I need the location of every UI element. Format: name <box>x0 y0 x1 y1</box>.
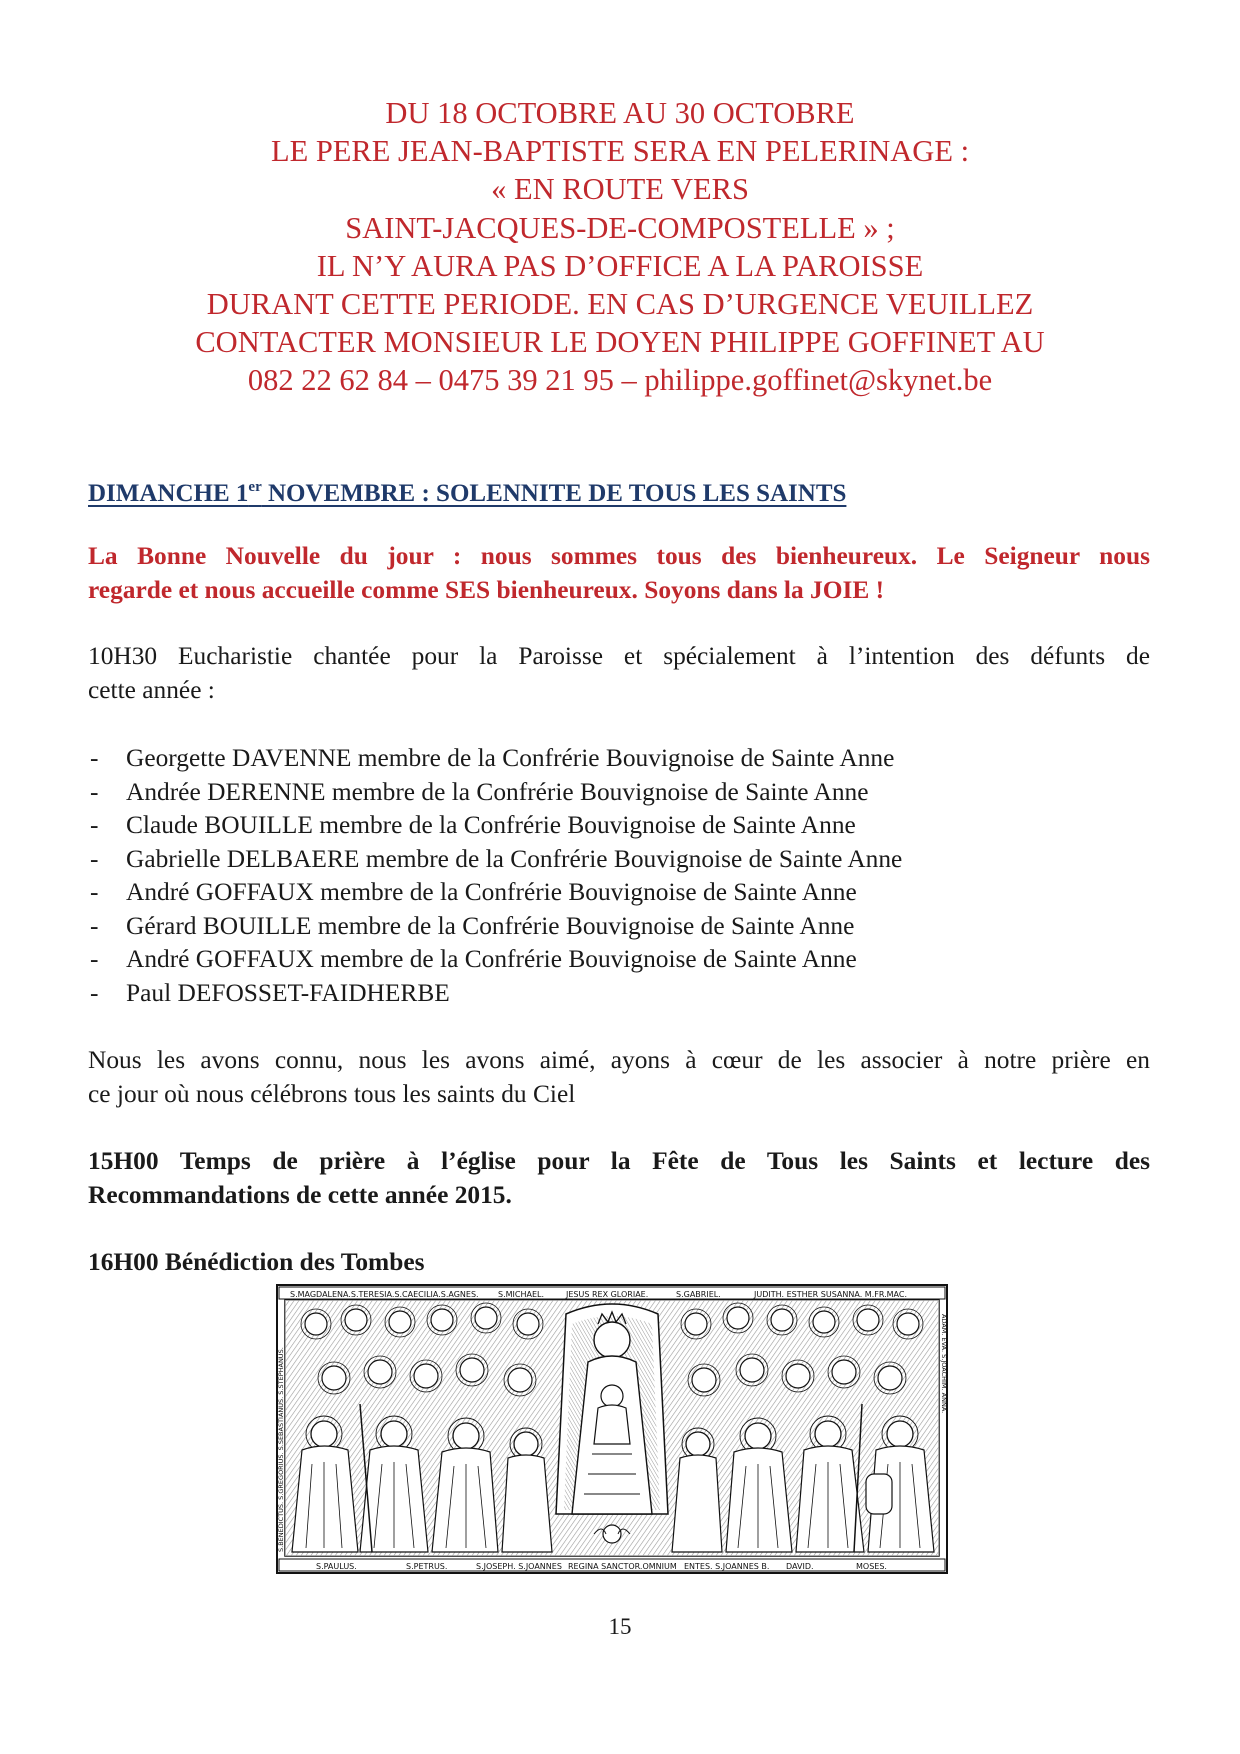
engraving-bottom-label: DAVID. <box>786 1562 814 1571</box>
good-news-paragraph <box>88 540 1150 607</box>
deceased-name: Andrée DERENNE membre de la Confrérie Bouvignoise de Sainte Anne <box>126 777 869 806</box>
all-saints-engraving <box>276 1284 948 1574</box>
notice-line: CONTACTER MONSIEUR LE DOYEN PHILIPPE GOFFINET AU <box>195 325 1045 360</box>
engraving-right-label: ADAM. EVA. S.JOACHIM. ANNA. <box>940 1314 948 1414</box>
deceased-name: André GOFFAUX membre de la Confrérie Bouvignoise de Sainte Anne <box>126 878 857 906</box>
list-bullet: - <box>90 844 99 873</box>
intro-line: cette année : <box>88 675 215 704</box>
list-bullet: - <box>90 978 99 1007</box>
mass-intro-paragraph <box>88 640 1150 707</box>
prayer-line: 15H00 Temps de prière à l’église pour la Fête de Tous les Saints et lecture des <box>88 1147 1150 1175</box>
list-item <box>88 742 902 776</box>
virgin-and-child-figure <box>556 1304 668 1514</box>
notice-line: SAINT-JACQUES-DE-COMPOSTELLE » ; <box>345 210 895 245</box>
engraving-bottom-label: S.PAULUS. <box>316 1562 357 1571</box>
remembrance-line: Nous les avons connu, nous les avons aimé, ayons à cœur de les associer à notre prière en <box>88 1046 1150 1074</box>
engraving-top-label: S.GABRIEL. <box>676 1290 721 1299</box>
page-number: 15 <box>608 1614 632 1639</box>
list-item <box>88 876 902 910</box>
engraving-top-label: S.MICHAEL. <box>498 1290 545 1299</box>
notice-contact-line: 082 22 62 84 – 0475 39 21 95 – philippe.goffinet@skynet.be <box>247 363 993 398</box>
tablets-of-law <box>866 1474 892 1514</box>
engraving-top-label: JUDITH. ESTHER SUSANNA. M.FR.MAC. <box>754 1290 908 1299</box>
engraving-bottom-label: S.JOSEPH. S.JOANNES <box>476 1562 562 1571</box>
engraving-top-label: JESUS REX GLORIAE. <box>566 1290 649 1299</box>
engraving-left-label: S.BENEDICTUS. S.GREGORIUS. S.SEBASTIANUS. S.STEPHANUS. <box>277 1347 285 1552</box>
section-heading <box>88 478 846 510</box>
list-item <box>88 809 902 843</box>
deceased-name: Gabrielle DELBAERE membre de la Confrérie Bouvignoise de Sainte Anne <box>126 844 903 873</box>
deceased-name: Georgette DAVENNE membre de la Confrérie Bouvignoise de Sainte Anne <box>126 744 895 772</box>
list-bullet: - <box>90 911 99 940</box>
list-bullet: - <box>90 744 99 772</box>
remembrance-line: ce jour où nous célébrons tous les saints du Ciel <box>88 1079 576 1108</box>
prayer-line: Recommandations de cette année 2015. <box>88 1180 512 1209</box>
engraving-bottom-label: MOSES. <box>856 1562 887 1571</box>
deceased-list <box>88 742 902 1010</box>
notice-line: DU 18 OCTOBRE AU 30 OCTOBRE <box>385 96 855 130</box>
engraving-bottom-label: REGINA SANCTOR.OMNIUM <box>568 1562 677 1571</box>
prayer-time-paragraph <box>88 1145 1150 1212</box>
heading-text-before: DIMANCHE 1 <box>88 480 249 507</box>
heading-ordinal-suffix: er <box>248 479 262 495</box>
list-item <box>88 943 902 977</box>
good-news-line: regarde et nous accueille comme SES bienheureux. Soyons dans la JOIE ! <box>88 575 885 604</box>
engraving-top-label: S.MAGDALENA.S.TERESIA.S.CAECILIA.S.AGNES. <box>290 1290 479 1299</box>
notice-line: IL N’Y AURA PAS D’OFFICE A LA PAROISSE <box>316 248 924 283</box>
notice-line: LE PERE JEAN-BAPTISTE SERA EN PELERINAGE : <box>270 134 970 169</box>
engraving-bottom-label: ENTES. S.JOANNES B. <box>684 1562 770 1571</box>
deceased-name: Gérard BOUILLE membre de la Confrérie Bouvignoise de Sainte Anne <box>126 911 855 940</box>
deceased-name: Claude BOUILLE membre de la Confrérie Bouvignoise de Sainte Anne <box>126 811 856 839</box>
notice-line: DURANT CETTE PERIODE. EN CAS D’URGENCE VEUILLEZ <box>206 287 1034 322</box>
list-bullet: - <box>90 945 99 973</box>
notice-line: « EN ROUTE VERS <box>491 172 749 207</box>
tomb-blessing-line: 16H00 Bénédiction des Tombes <box>88 1248 425 1276</box>
list-item <box>88 776 902 810</box>
list-bullet: - <box>90 777 99 806</box>
deceased-name: Paul DEFOSSET-FAIDHERBE <box>126 978 450 1007</box>
deceased-name: André GOFFAUX membre de la Confrérie Bouvignoise de Sainte Anne <box>126 945 857 973</box>
list-item <box>88 910 902 944</box>
list-item <box>88 843 902 877</box>
pilgrimage-notice <box>100 94 1140 400</box>
engraving-bottom-label: S.PETRUS. <box>406 1562 448 1571</box>
intro-line: 10H30 Eucharistie chantée pour la Paroisse et spécialement à l’intention des défunts de <box>88 642 1150 670</box>
list-bullet: - <box>90 811 99 839</box>
list-bullet: - <box>90 878 99 906</box>
list-item <box>88 977 902 1011</box>
heading-text-after: NOVEMBRE : SOLENNITE DE TOUS LES SAINTS <box>261 480 847 507</box>
good-news-line: La Bonne Nouvelle du jour : nous sommes tous des bienheureux. Le Seigneur nous <box>88 542 1150 570</box>
remembrance-paragraph <box>88 1044 1150 1111</box>
